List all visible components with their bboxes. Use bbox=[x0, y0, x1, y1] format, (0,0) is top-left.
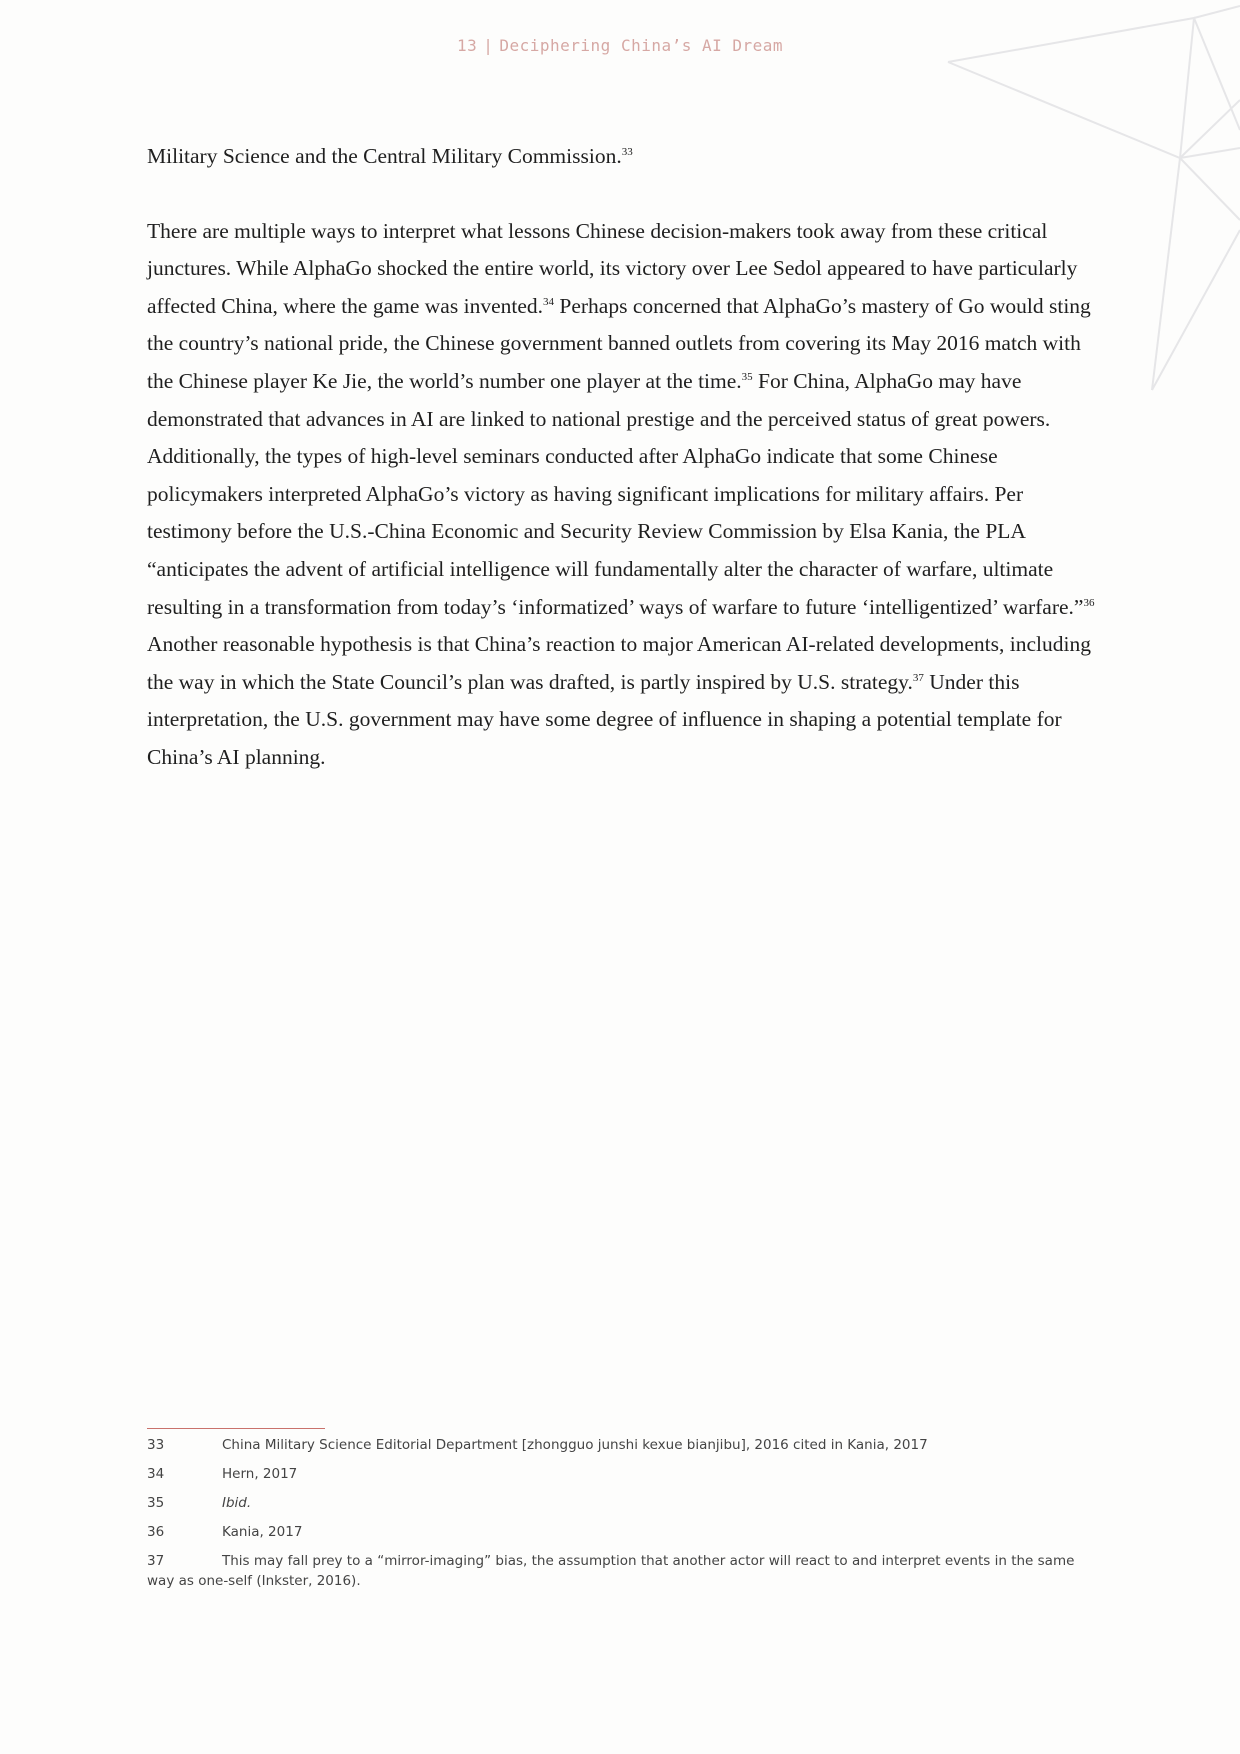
paragraph-text: Another reasonable hypothesis is that China’s reaction to major American AI-related developments, including the way in which the State Council’s plan was drafted, is partly inspired by U.S. strategy. bbox=[147, 632, 1091, 694]
decor-line bbox=[1194, 6, 1240, 18]
paragraph-continuation bbox=[147, 138, 1095, 176]
footnote-33 bbox=[147, 1435, 1087, 1455]
footnote-number: 36 bbox=[147, 1524, 165, 1540]
decor-line bbox=[1194, 18, 1240, 130]
footnote-number: 35 bbox=[147, 1495, 165, 1511]
paragraph-interpretations bbox=[147, 213, 1095, 777]
footnote-ref-37[interactable]: 37 bbox=[912, 671, 924, 684]
running-header bbox=[0, 36, 1240, 55]
document-title: Deciphering China’s AI Dream bbox=[499, 36, 784, 55]
paragraph-text: Under this interpretation, the U.S. government may have some degree of influence in shaping a potential template for China’s AI planning. bbox=[147, 669, 1062, 769]
footnote-divider bbox=[147, 1428, 325, 1429]
footnote-ref-35[interactable]: 35 bbox=[741, 370, 753, 383]
footnote-ref-36[interactable]: 36 bbox=[1083, 596, 1095, 609]
paragraph-text: Military Science and the Central Military Commission. bbox=[147, 144, 622, 168]
footnote-text: Kania, 2017 bbox=[222, 1524, 303, 1540]
footnote-34 bbox=[147, 1464, 1087, 1484]
decor-line bbox=[1152, 158, 1180, 390]
footnote-text: This may fall prey to a “mirror-imaging” bias, the assumption that another actor will react to and interpret events in the same way as one-self (Inkster, 2016). bbox=[147, 1553, 1075, 1589]
paragraph-text: For China, AlphaGo may have demonstrated that advances in AI are linked to national prestige and the perceived status of great powers. Additionally, the types of high-level seminars conducted after AlphaGo indicate that some Chinese policymakers interpreted AlphaGo’s victory as having significant implications for military affairs. Per testimony before the U.S.-China Economic and Security Review Commission by Elsa Kania, the PLA “anticipates the advent of artificial intelligence will fundamentally alter the character of warfare, ultimate resulting in a transformation from today’s ‘informatized’ ways of warfare to future ‘intelligentized’ warfare.” bbox=[147, 368, 1084, 619]
paragraph-text: There are multiple ways to interpret what lessons Chinese decision-makers took away from these critical junctures. While AlphaGo shocked the entire world, its victory over Lee Sedol appeared to have particularly affected China, where the game was invented. bbox=[147, 218, 1078, 318]
footnote-text: Ibid. bbox=[222, 1495, 252, 1511]
footnote-ref-33[interactable]: 33 bbox=[621, 145, 633, 158]
footnote-35 bbox=[147, 1493, 1087, 1513]
footnote-ref-34[interactable]: 34 bbox=[543, 295, 554, 308]
footnotes-section bbox=[147, 1428, 1087, 1600]
footnote-text: Hern, 2017 bbox=[222, 1466, 298, 1482]
header-separator: | bbox=[483, 36, 494, 55]
footnote-36 bbox=[147, 1522, 1087, 1542]
page-number: 13 bbox=[456, 36, 478, 55]
footnote-number: 34 bbox=[147, 1466, 165, 1482]
footnote-number: 33 bbox=[147, 1437, 165, 1453]
main-content bbox=[147, 138, 1095, 777]
decor-line bbox=[1152, 230, 1240, 390]
footnote-number: 37 bbox=[147, 1553, 165, 1569]
footnote-37 bbox=[147, 1551, 1087, 1591]
paragraph-text: Perhaps concerned that AlphaGo’s mastery of Go would sting the country’s national pride, the Chinese government banned outlets from covering its May 2016 match with the Chinese player Ke Jie, the world’s number one player at the time. bbox=[147, 293, 1091, 393]
decor-line bbox=[1180, 158, 1240, 220]
footnote-text: China Military Science Editorial Department [zhongguo junshi kexue bianjibu], 2016 cited in Kania, 2017 bbox=[222, 1437, 928, 1453]
